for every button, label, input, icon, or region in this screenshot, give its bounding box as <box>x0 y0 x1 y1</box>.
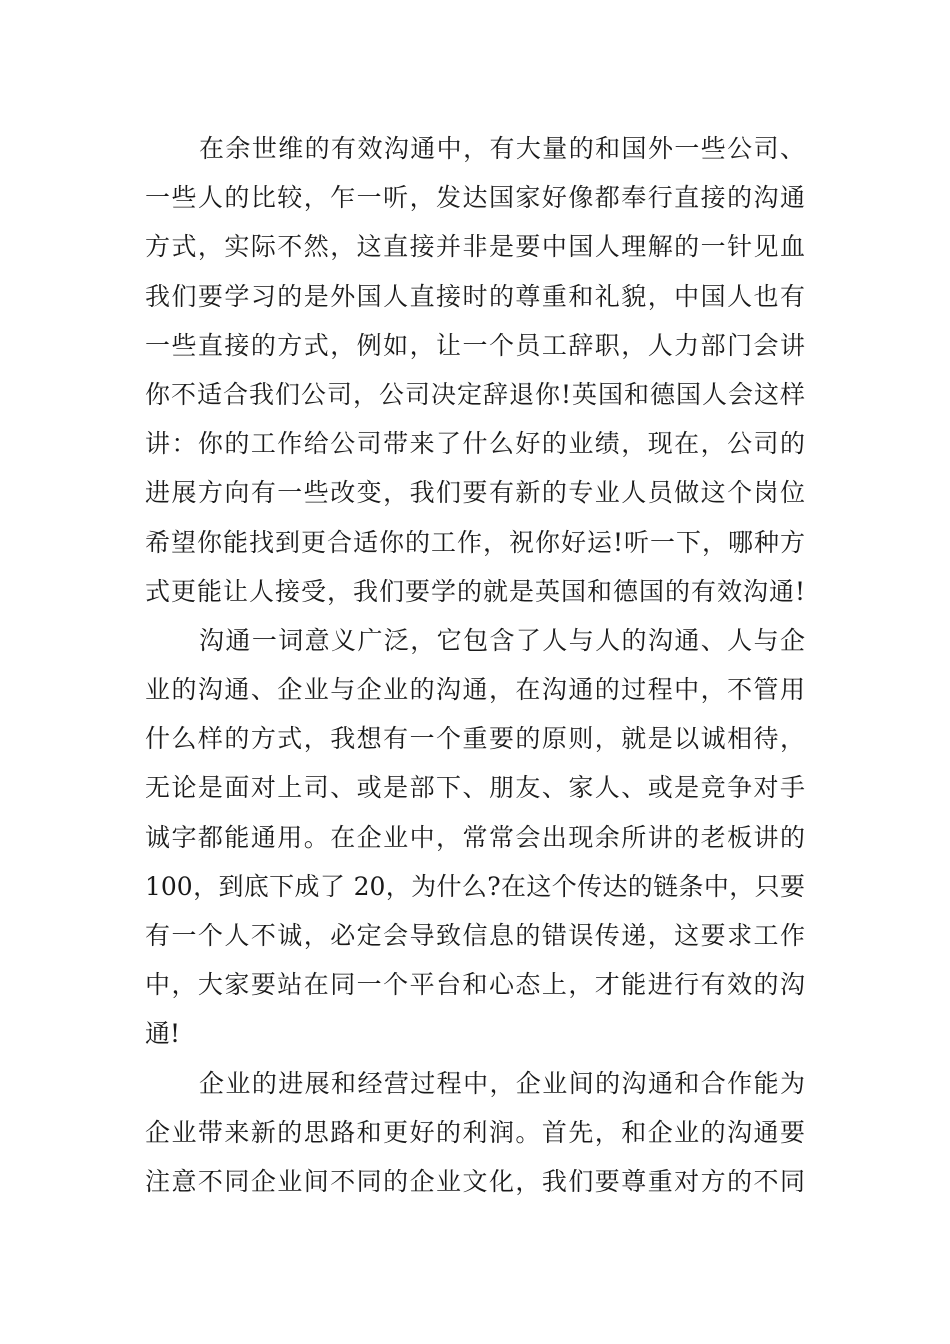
paragraph-2-line-3: 什么样的方式，我想有一个重要的原则，就是以诚相待， <box>145 724 805 754</box>
paragraph-3-line-3: 注意不同企业间不同的企业文化，我们要尊重对方的不同 <box>145 1166 805 1196</box>
paragraph-1-line-3: 方式，实际不然，这直接并非是要中国人理解的一针见血 <box>145 232 805 262</box>
paragraph-2-line-9: 通! <box>145 1019 181 1049</box>
paragraph-1-line-6: 你不适合我们公司，公司决定辞退你!英国和德国人会这样 <box>145 379 805 409</box>
paragraph-1-line-5: 一些直接的方式，例如，让一个员工辞职，人力部门会讲 <box>145 330 805 360</box>
paragraph-3-line-1: 企业的进展和经营过程中，企业间的沟通和合作能为 <box>199 1068 805 1098</box>
paragraph-2-line-5: 诚字都能通用。在企业中，常常会出现余所讲的老板讲的 <box>145 822 805 852</box>
paragraph-2-line-7: 有一个人不诚，必定会导致信息的错误传递，这要求工作 <box>145 921 805 950</box>
paragraph-2-line-1: 沟通一词意义广泛，它包含了人与人的沟通、人与企 <box>199 625 805 655</box>
paragraph-1-line-7: 讲：你的工作给公司带来了什么好的业绩，现在，公司的 <box>145 429 805 459</box>
paragraph-1-line-4: 我们要学习的是外国人直接时的尊重和礼貌，中国人也有 <box>145 281 805 311</box>
paragraph-2-line-2: 业的沟通、企业与企业的沟通，在沟通的过程中，不管用 <box>145 675 805 705</box>
paragraph-1-line-8: 进展方向有一些改变，我们要有新的专业人员做这个岗位 <box>145 478 805 508</box>
paragraph-2-line-4: 无论是面对上司、或是部下、朋友、家人、或是竞争对手 <box>145 773 805 803</box>
paragraph-3-line-2: 企业带来新的思路和更好的利润。首先，和企业的沟通要 <box>145 1117 805 1147</box>
document-body <box>145 124 805 1206</box>
paragraph-1-line-1: 在余世维的有效沟通中，有大量的和国外一些公司、 <box>199 134 805 163</box>
paragraph-1-line-10: 式更能让人接受，我们要学的就是英国和德国的有效沟通! <box>145 576 805 606</box>
paragraph-2-line-6: 100，到底下成了 20，为什么?在这个传达的链条中，只要 <box>145 871 805 901</box>
paragraph-1-line-2: 一些人的比较，乍一听，发达国家好像都奉行直接的沟通 <box>145 183 805 213</box>
paragraph-1-line-9: 希望你能找到更合适你的工作，祝你好运!听一下，哪种方 <box>145 527 805 557</box>
paragraph-2-line-8: 中，大家要站在同一个平台和心态上，才能进行有效的沟 <box>145 970 805 1000</box>
